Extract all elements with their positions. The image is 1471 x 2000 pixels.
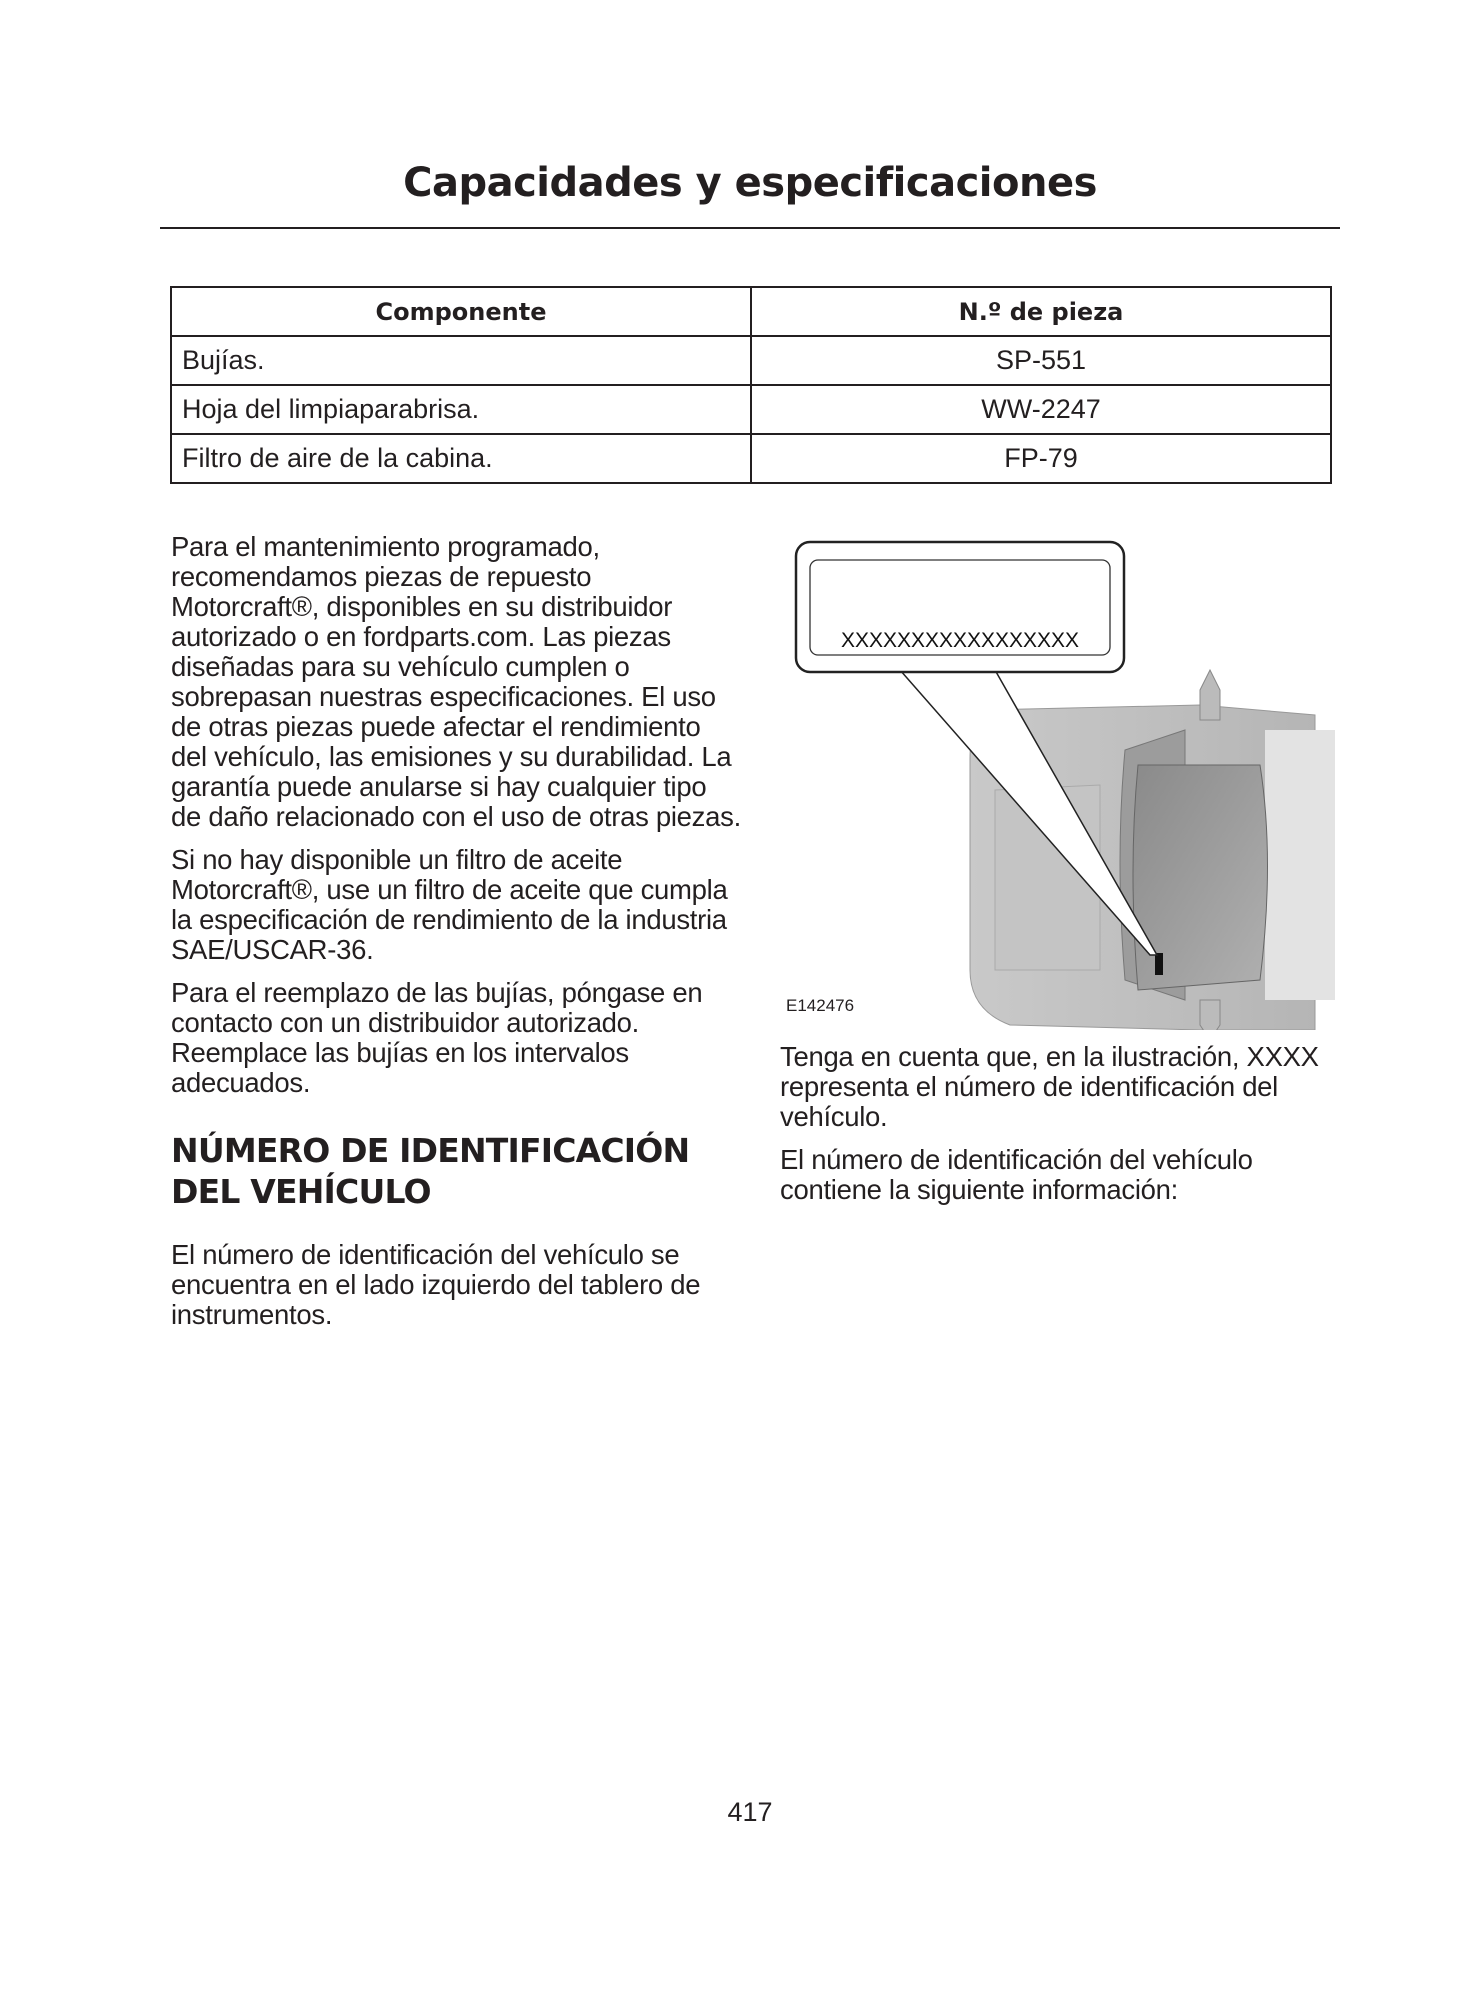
section-heading: NÚMERO DE IDENTIFICACIÓN DEL VEHÍCULO (171, 1131, 690, 1211)
component-cell: Bujías. (171, 336, 751, 385)
paragraph: Tenga en cuenta que, en la ilustración, XXXX representa el número de identificación del vehículo. (780, 1041, 1319, 1132)
part-number-cell: SP-551 (751, 336, 1331, 385)
page-title: Capacidades y especificaciones (403, 160, 1097, 206)
left-column (171, 532, 741, 1343)
figure-id: E142476 (786, 996, 855, 1015)
paragraph: Si no hay disponible un filtro de aceite Motorcraft®, use un filtro de aceite que cumpla la especificación de rendimiento de la industria SAE/USCAR-36. (171, 844, 728, 965)
paragraph: Para el reemplazo de las bujías, póngase en contacto con un distribuidor autorizado. Reemplace las bujías en los intervalos adecuados. (171, 977, 703, 1098)
vin-location-illustration (780, 530, 1340, 1030)
paragraph: Para el mantenimiento programado, recomendamos piezas de repuesto Motorcraft®, disponibles en su distribuidor autorizado o en fordparts.com. Las piezas diseñadas para su vehículo cumplen o sobrepasan nuestras especificaciones. El uso de otras piezas puede afectar el rendimiento del vehículo, las emisiones y su durabilidad. La garantía puede anularse si hay cualquier tipo de daño relacionado con el uso de otras piezas. (171, 531, 741, 832)
page-number: 417 (727, 1797, 773, 1827)
paragraph: El número de identificación del vehículo contiene la siguiente información: (780, 1144, 1253, 1205)
vin-label-callout (796, 542, 1124, 672)
component-cell: Hoja del limpiaparabrisa. (171, 385, 751, 434)
column-header: N.º de pieza (751, 287, 1331, 336)
part-number-cell: WW-2247 (751, 385, 1331, 434)
title-divider (160, 227, 1340, 229)
paragraph: El número de identificación del vehículo se encuentra en el lado izquierdo del tablero de instrumentos. (171, 1239, 701, 1330)
table-row (171, 434, 1331, 483)
part-number-cell: FP-79 (751, 434, 1331, 483)
column-header: Componente (171, 287, 751, 336)
component-cell: Filtro de aire de la cabina. (171, 434, 751, 483)
parts-table (170, 286, 1332, 484)
table-header-row (171, 287, 1331, 336)
table-row (171, 336, 1331, 385)
vin-placeholder: XXXXXXXXXXXXXXXXX (840, 629, 1080, 652)
right-column (780, 1042, 1340, 1218)
table-row (171, 385, 1331, 434)
